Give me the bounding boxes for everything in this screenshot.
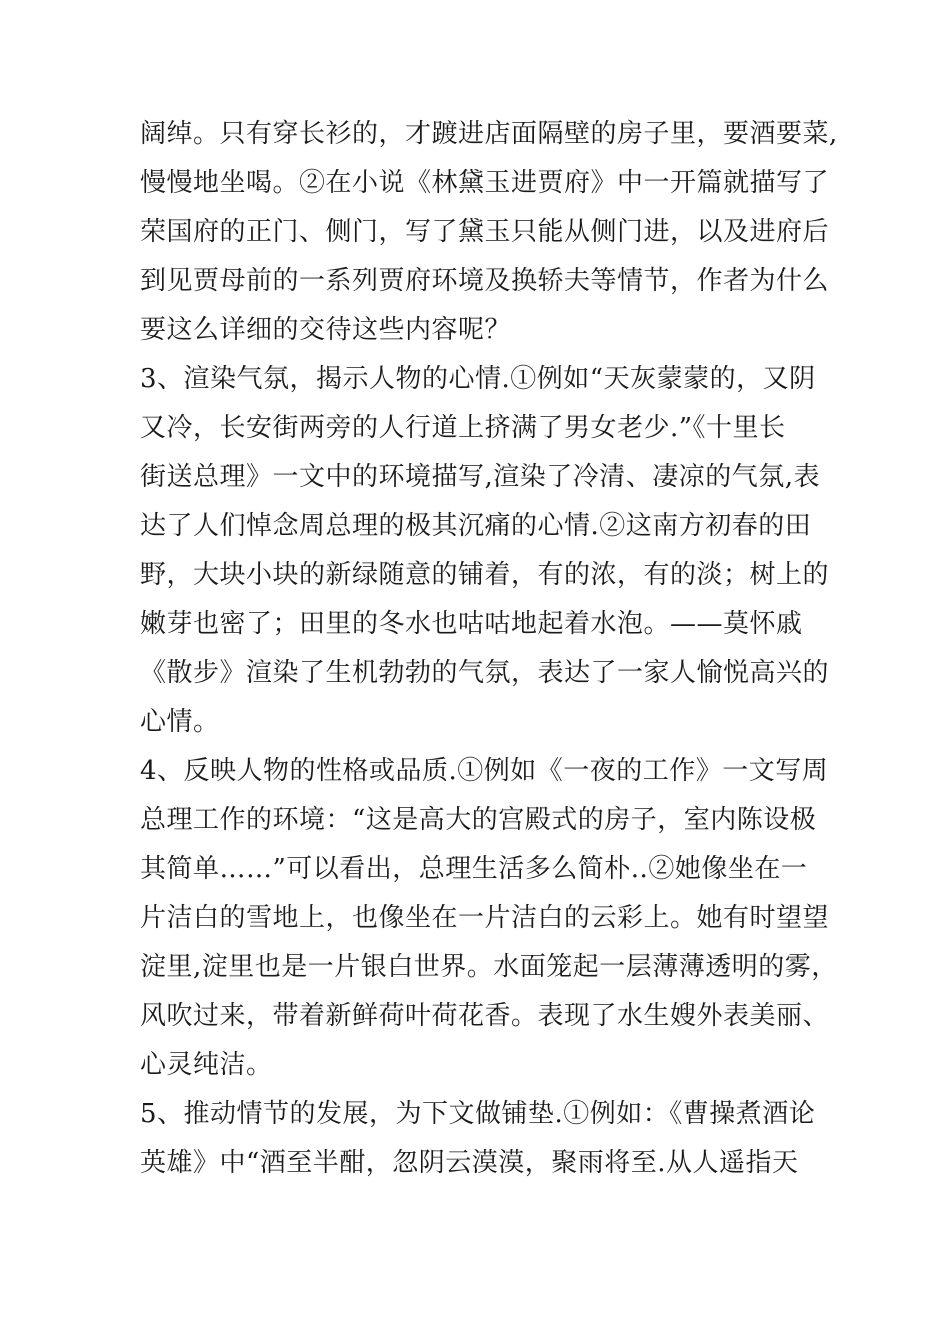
text-line: 风吹过来，带着新鲜荷叶荷花香。表现了水生嫂外表美丽、 <box>140 1001 830 1031</box>
text-line: 片洁白的雪地上，也像坐在一片洁白的云彩上。她有时望望 <box>140 903 830 933</box>
text-line: 5、推动情节的发展，为下文做铺垫.①例如：《曹操煮酒论 <box>140 1099 816 1129</box>
text-line: 阔绰。只有穿长衫的，才踱进店面隔壁的房子里，要酒要菜, <box>140 119 838 149</box>
text-line: 其简单……”可以看出，总理生活多么简朴..②她像坐在一 <box>140 854 808 884</box>
text-line: 街送总理》一文中的环境描写,渲染了冷清、凄凉的气氛,表 <box>140 462 821 492</box>
text-line: 心灵纯洁。 <box>140 1050 273 1080</box>
text-line: 达了人们悼念周总理的极其沉痛的心情.②这南方初春的田 <box>140 511 812 541</box>
text-line: 心情。 <box>140 707 220 737</box>
text-line: 到见贾母前的一系列贾府环境及换轿夫等情节，作者为什么 <box>140 266 830 296</box>
text-line: 要这么详细的交待这些内容呢？ <box>140 315 512 345</box>
text-line: 淀里,淀里也是一片银白世界。水面笼起一层薄薄透明的雾， <box>140 952 838 982</box>
text-line: 嫩芽也密了；田里的冬水也咕咕地起着水泡。——莫怀戚 <box>140 609 803 639</box>
document-text-body <box>140 110 838 1188</box>
text-line: 又冷，长安街两旁的人行道上挤满了男女老少.”《十里长 <box>140 413 786 443</box>
text-line: 《散步》渲染了生机勃勃的气氛，表达了一家人愉悦高兴的 <box>140 658 830 688</box>
text-line: 英雄》中“酒至半酣，忽阴云漠漠，聚雨将至.从人遥指天 <box>140 1148 799 1178</box>
text-line: 慢慢地坐喝。②在小说《林黛玉进贾府》中一开篇就描写了 <box>140 168 830 198</box>
text-line: 3、渲染气氛，揭示人物的心情.①例如“天灰蒙蒙的，又阴 <box>140 364 816 394</box>
text-line: 荣国府的正门、侧门，写了黛玉只能从侧门进，以及进府后 <box>140 217 830 247</box>
text-line: 野，大块小块的新绿随意的铺着，有的浓，有的淡；树上的 <box>140 560 830 590</box>
text-line: 4、反映人物的性格或品质.①例如《一夜的工作》一文写周 <box>140 756 829 786</box>
text-line: 总理工作的环境：“这是高大的宫殿式的房子，室内陈设极 <box>140 805 817 835</box>
